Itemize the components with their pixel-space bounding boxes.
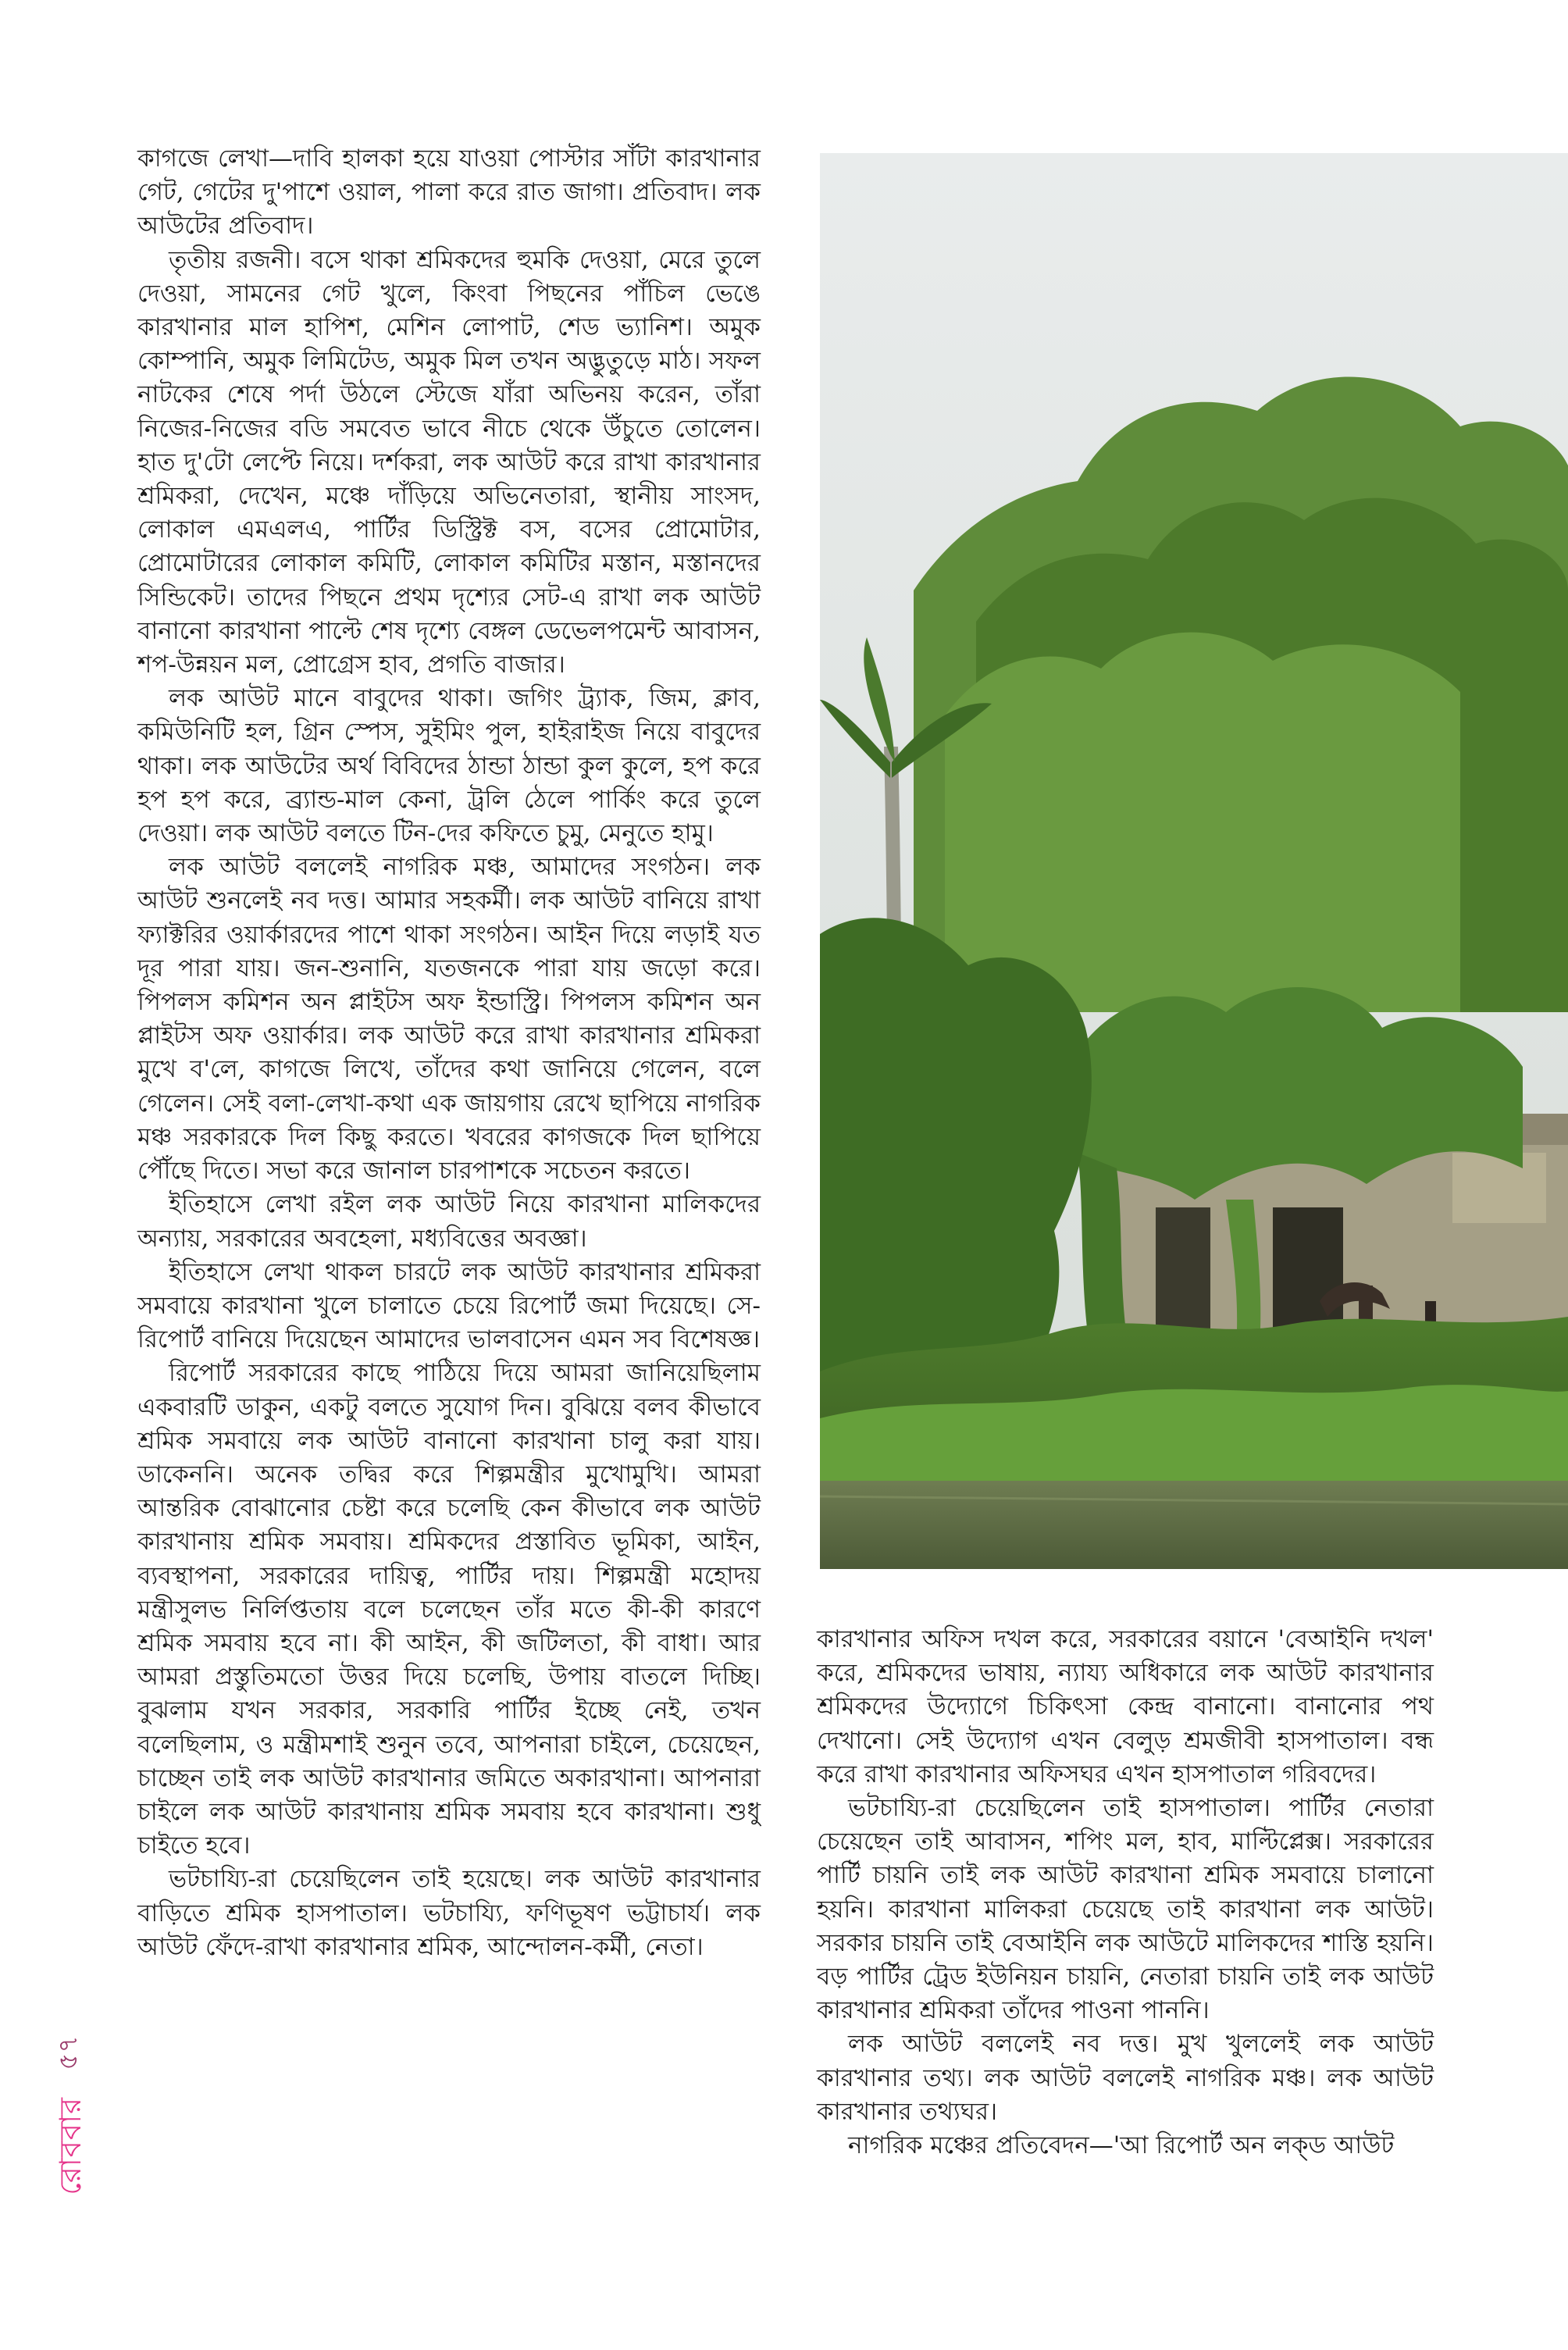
paragraph: কারখানার অফিস দখল করে, সরকারের বয়ানে 'বেআইনি দখল' করে, শ্রমিকদের ভাষায়, ন্যায্য অধিকারে লক আউট কারখানার শ্রমিকদের উদ্যোগে চিকিৎসা কেন্দ্র বানানো। বানানোর পথ দেখানো। সেই উদ্যোগ এখন বেলুড় শ্রমজীবী হাসপাতাল। বন্ধ করে রাখা কারখানার অফিসঘর এখন হাসপাতাল গরিবদের।: [817, 1625, 1434, 1788]
paragraph: ভটচায্যি-রা চেয়েছিলেন তাই হয়েছে। লক আউট কারখানার বাড়িতে শ্রমিক হাসপাতাল। ভটচায্যি, ফণিভূষণ ভট্টাচার্য। লক আউট ফেঁদে-রাখা কারখানার শ্রমিক, আন্দোলন-কর্মী, নেতা।: [137, 1865, 761, 1961]
magazine-name: রোববার: [53, 2097, 87, 2195]
paragraph: তৃতীয় রজনী। বসে থাকা শ্রমিকদের হুমকি দেওয়া, মেরে তুলে দেওয়া, সামনের গেট খুলে, কিংবা পিছনের পাঁচিল ভেঙে কারখানার মাল হাপিশ, মেশিন লোপাট, শেড ভ্যানিশ। অমুক কোম্পানি, অমুক লিমিটেড, অমুক মিল তখন অদ্ভুতুড়ে মাঠ। সফল নাটকের শেষে পর্দা উঠলে স্টেজে যাঁরা অভিনয় করেন, তাঁরা নিজের-নিজের বডি সমবেত ভাবে নীচে থেকে উঁচুতে তোলেন। হাত দু'টো লেপ্টে নিয়ে। দর্শকরা, লক আউট করে রাখা কারখানার শ্রমিকরা, দেখেন, মঞ্চে দাঁড়িয়ে অভিনেতারা, স্থানীয় সাংসদ, লোকাল এমএলএ, পার্টির ডিস্ট্রিক্ট বস, বসের প্রোমোটার, প্রোমোটারের লোকাল কমিটি, লোকাল কমিটির মস্তান, মস্তানদের সিন্ডিকেট। তাদের পিছনে প্রথম দৃশ্যের সেট-এ রাখা লক আউট বানানো কারখানা পাল্টে শেষ দৃশ্যে বেঙ্গল ডেভেলপমেন্ট আবাসন, শপ-উন্নয়ন মল, প্রোগ্রেস হাব, প্রগতি বাজার।: [137, 245, 761, 679]
page-number: ৫৭: [52, 2035, 84, 2070]
paragraph: ইতিহাসে লেখা থাকল চারটে লক আউট কারখানার শ্রমিকরা সমবায়ে কারখানা খুলে চালাতে চেয়ে রিপোর্ট জমা দিয়েছে। সে-রিপোর্ট বানিয়ে দিয়েছেন আমাদের ভালবাসেন এমন সব বিশেষজ্ঞ।: [137, 1257, 761, 1354]
paragraph: নাগরিক মঞ্চের প্রতিবেদন—'আ রিপোর্ট অন লক্‌ড আউট: [848, 2131, 1395, 2160]
paragraph: রিপোর্ট সরকারের কাছে পাঠিয়ে দিয়ে আমরা জানিয়েছিলাম একবারটি ডাকুন, একটু বলতে সুযোগ দিন। বুঝিয়ে বলব কীভাবে শ্রমিক সমবায়ে লক আউট বানানো কারখানা চালু করা যায়। ডাকেননি। অনেক তদ্বির করে শিল্পমন্ত্রীর মুখোমুখি। আমরা আন্তরিক বোঝানোর চেষ্টা করে চলেছি কেন কীভাবে লক আউট কারখানায় শ্রমিক সমবায়। শ্রমিকদের প্রস্তাবিত ভূমিকা, আইন, ব্যবস্থাপনা, সরকারের দায়িত্ব, পার্টির দায়। শিল্পমন্ত্রী মহোদয় মন্ত্রীসুলভ নির্লিপ্ততায় বলে চলেছেন তাঁর মতে কী-কী কারণে শ্রমিক সমবায় হবে না। কী আইন, কী জটিলতা, কী বাধা। আর আমরা প্রস্তুতিমতো উত্তর দিয়ে চলেছি, উপায় বাতলে দিচ্ছি। বুঝলাম যখন সরকার, সরকারি পার্টির ইচ্ছে নেই, তখন বলেছিলাম, ও মন্ত্রীমশাই শুনুন তবে, আপনারা চাইলে, চেয়েছেন, চাচ্ছেন তাই লক আউট কারখানার জমিতে অকারখানা। আপনারা চাইলে লক আউট কারখানায় শ্রমিক সমবায় হবে কারখানা। শুধু চাইতে হবে।: [137, 1359, 761, 1860]
paragraph: কাগজে লেখা—দাবি হালকা হয়ে যাওয়া পোস্টার সাঁটা কারখানার গেট, গেটের দু'পাশে ওয়াল, পালা করে রাত জাগা। প্রতিবাদ। লক আউটের প্রতিবাদ।: [137, 144, 761, 241]
overgrown-factory-image: [820, 153, 1568, 1569]
paragraph: লক আউট বললেই নাগরিক মঞ্চ, আমাদের সংগঠন। লক আউট শুনলেই নব দত্ত। আমার সহকর্মী। লক আউট বানিয়ে রাখা ফ্যাক্টরির ওয়ার্কারদের পাশে থাকা সংগঠন। আইন দিয়ে লড়াই যত দূর পারা যায়। জন-শুনানি, যতজনকে পারা যায় জড়ো করে। পিপলস কমিশন অন প্লাইটস অফ ইন্ডাস্ট্রি। পিপলস কমিশন অন প্লাইটস অফ ওয়ার্কার। লক আউট করে রাখা কারখানার শ্রমিকরা মুখে ব'লে, কাগজে লিখে, তাঁদের কথা জানিয়ে গেলেন, বলে গেলেন। সেই বলা-লেখা-কথা এক জায়গায় রেখে ছাপিয়ে নাগরিক মঞ্চ সরকারকে দিল কিছু করতে। খবরের কাগজকে দিল ছাপিয়ে পৌঁছে দিতে। সভা করে জানাল চারপাশকে সচেতন করতে।: [137, 853, 761, 1186]
paragraph: ভটচায্যি-রা চেয়েছিলেন তাই হাসপাতাল। পার্টির নেতারা চেয়েছেন তাই আবাসন, শপিং মল, হাব, মাল্টিপ্লেক্স। সরকারের পার্টি চায়নি তাই লক আউট কারখানা শ্রমিক সমবায়ে চালানো হয়নি। কারখানা মালিকরা চেয়েছে তাই কারখানা লক আউট। সরকার চায়নি তাই বেআইনি লক আউটে মালিকদের শাস্তি হয়নি। বড় পার্টির ট্রেড ইউনিয়ন চায়নি, নেতারা চায়নি তাই লক আউট কারখানার শ্রমিকরা তাঁদের পাওনা পাননি।: [817, 1794, 1434, 2025]
paragraph: ইতিহাসে লেখা রইল লক আউট নিয়ে কারখানা মালিকদের অন্যায়, সরকারের অবহেলা, মধ্যবিত্তের অবজ্ঞা।: [137, 1190, 761, 1253]
right-text-column: [817, 1623, 1434, 2163]
paragraph: লক আউট মানে বাবুদের থাকা। জগিং ট্র্যাক, জিম, ক্লাব, কমিউনিটি হল, গ্রিন স্পেস, সুইমিং পুল, হাইরাইজ নিয়ে বাবুদের থাকা। লক আউটের অর্থ বিবিদের ঠান্ডা ঠান্ডা কুল কুলে, হপ করে হপ হপ করে, ব্র্যান্ড-মাল কেনা, ট্রলি ঠেলে পার্কিং করে তুলে দেওয়া। লক আউট বলতে টিন-দের কফিতে চুমু, মেনুতে হামু।: [137, 684, 761, 848]
factory-photo: [820, 153, 1568, 1569]
page-folio: [47, 2031, 94, 2288]
paragraph: লক আউট বললেই নব দত্ত। মুখ খুললেই লক আউট কারখানার তথ্য। লক আউট বললেই নাগরিক মঞ্চ। লক আউট কারখানার তথ্যঘর।: [817, 2030, 1434, 2126]
left-text-column: [137, 142, 761, 1964]
